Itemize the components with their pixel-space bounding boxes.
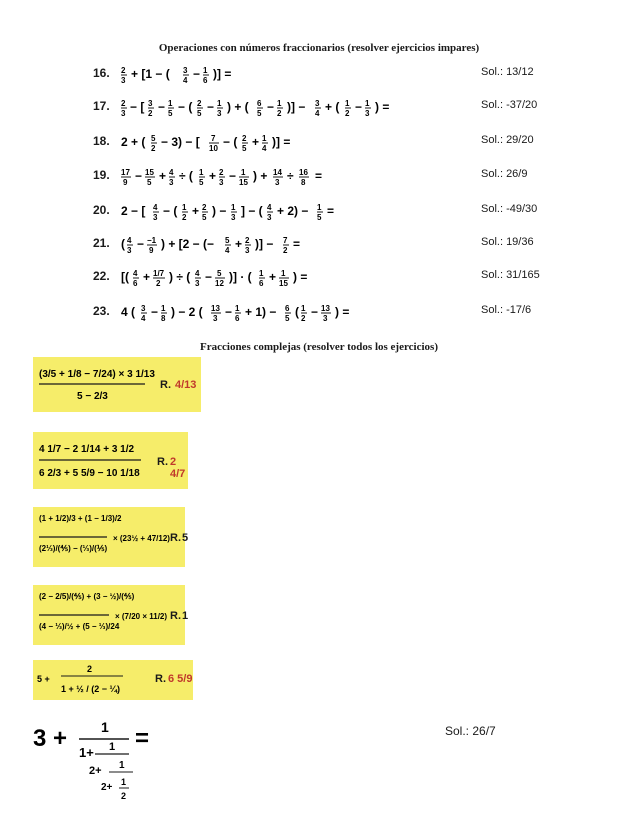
heading-complex-fractions: Fracciones complejas (resolver todos los ejercicios): [200, 341, 438, 353]
svg-text:1: 1: [345, 99, 350, 108]
svg-text:8: 8: [301, 178, 306, 187]
complex-fraction-card-2: [33, 432, 188, 489]
svg-text:3: 3: [231, 213, 236, 222]
answer-value: 2 4/7: [170, 456, 186, 480]
svg-text:1: 1: [109, 741, 116, 753]
heading-operations: Operaciones con números fraccionarios (resolver ejercicios impares): [158, 42, 480, 54]
svg-text:× (7/20 × 11/2): × (7/20 × 11/2): [115, 612, 168, 621]
svg-text:−: −: [267, 100, 275, 114]
svg-text:3: 3: [315, 99, 320, 108]
svg-text:3: 3: [169, 178, 174, 187]
svg-text:÷ (: ÷ (: [179, 169, 193, 183]
svg-text:5 − 2/3: 5 − 2/3: [77, 391, 108, 402]
svg-text:1: 1: [235, 304, 240, 313]
svg-text:(: (: [295, 305, 299, 319]
answer-label: R.: [157, 456, 168, 468]
svg-text:3: 3: [148, 99, 153, 108]
svg-text:−: −: [355, 100, 363, 114]
svg-text:) −: ) −: [212, 204, 227, 218]
svg-text:1 + ½ / (2 − ¼): 1 + ½ / (2 − ¼): [61, 684, 121, 694]
svg-text:6: 6: [133, 279, 138, 288]
exercise-solution: Sol.: -17/6: [481, 304, 532, 316]
svg-text:1: 1: [119, 760, 125, 771]
svg-text:1: 1: [259, 269, 264, 278]
svg-text:)] =: )] =: [213, 67, 232, 81]
svg-text:) + [2 − (−: ) + [2 − (−: [161, 237, 215, 251]
svg-text:−: −: [205, 270, 213, 284]
svg-text:4 1/7 − 2 1/14 + 3 1/2: 4 1/7 − 2 1/14 + 3 1/2: [39, 444, 135, 455]
svg-text:=: =: [293, 237, 301, 251]
complex-fraction-card-1: [33, 357, 201, 412]
svg-text:1: 1: [262, 134, 267, 143]
svg-text:=: =: [135, 725, 150, 752]
svg-text:5: 5: [257, 109, 262, 118]
exercise-23-expression: [121, 301, 461, 323]
svg-text:1/7: 1/7: [153, 269, 165, 278]
svg-text:3: 3: [195, 279, 200, 288]
svg-text:− (: − (: [178, 100, 193, 114]
svg-text:2: 2: [202, 203, 207, 212]
exercise-17: [93, 95, 553, 119]
answer-value: 6 5/9: [168, 673, 193, 685]
exercise-number: 18.: [93, 134, 110, 148]
svg-text:−: −: [207, 100, 215, 114]
exercise-solution: Sol.: 19/36: [481, 236, 534, 248]
exercise-16-expression: [121, 63, 461, 85]
svg-text:−1: −1: [147, 236, 157, 245]
svg-text:1+: 1+: [79, 745, 94, 760]
svg-text:−: −: [158, 100, 166, 114]
exercise-18: [93, 130, 553, 154]
svg-text:2: 2: [121, 99, 126, 108]
svg-text:) − 2 (: ) − 2 (: [171, 305, 203, 319]
answer-label: R.: [155, 673, 166, 685]
exercise-solution: Sol.: 26/9: [481, 168, 528, 180]
svg-text:2: 2: [156, 279, 161, 288]
svg-text:7: 7: [283, 236, 288, 245]
svg-text:4: 4: [127, 236, 132, 245]
svg-text:1: 1: [317, 203, 322, 212]
svg-text:4: 4: [183, 76, 188, 85]
exercise-number: 20.: [93, 203, 110, 217]
svg-text:3: 3: [153, 213, 158, 222]
exercise-16: [93, 62, 553, 86]
svg-text:+: +: [235, 237, 243, 251]
svg-text:× (23½ + 47/12): × (23½ + 47/12): [113, 534, 170, 543]
svg-text:1: 1: [161, 304, 166, 313]
exercise-number: 21.: [93, 236, 110, 250]
svg-text:) +: ) +: [253, 169, 268, 183]
svg-text:3: 3: [267, 213, 272, 222]
svg-text:−: −: [311, 305, 319, 319]
svg-text:3 +: 3 +: [33, 725, 68, 752]
exercise-21-expression: [121, 233, 461, 255]
svg-text:3: 3: [127, 246, 132, 255]
continued-fraction-expression: [33, 712, 363, 817]
svg-text:)] · (: )] · (: [229, 270, 252, 284]
svg-text:5: 5: [242, 144, 247, 153]
complex-fraction-card-4: [33, 585, 189, 645]
svg-text:2+: 2+: [101, 782, 113, 793]
svg-text:6: 6: [257, 99, 262, 108]
complex-fraction-3-expression: [33, 507, 185, 567]
svg-text:6: 6: [203, 76, 208, 85]
svg-text:1: 1: [121, 777, 127, 787]
svg-text:=: =: [315, 169, 323, 183]
svg-text:4: 4: [262, 144, 267, 153]
svg-text:−: −: [229, 169, 237, 183]
svg-text:3: 3: [323, 314, 328, 323]
svg-text:5: 5: [197, 109, 202, 118]
svg-text:1: 1: [281, 269, 286, 278]
svg-text:1: 1: [101, 719, 109, 735]
answer-value: 1: [182, 610, 189, 622]
svg-text:1: 1: [217, 99, 222, 108]
svg-text:2: 2: [277, 109, 282, 118]
svg-text:4: 4: [195, 269, 200, 278]
svg-text:3: 3: [183, 66, 188, 75]
svg-text:2: 2: [301, 314, 306, 323]
svg-text:3: 3: [217, 109, 222, 118]
svg-text:+ 1) −: + 1) −: [245, 305, 277, 319]
svg-text:9: 9: [149, 246, 154, 255]
svg-text:)] −: )] −: [287, 100, 306, 114]
svg-text:15: 15: [145, 168, 154, 177]
svg-text:5: 5: [317, 213, 322, 222]
exercise-20-expression: [121, 200, 461, 222]
svg-text:1: 1: [182, 203, 187, 212]
svg-text:2: 2: [121, 66, 126, 75]
svg-text:2: 2: [245, 236, 250, 245]
svg-text:2: 2: [121, 791, 127, 801]
exercise-22-expression: [121, 266, 461, 288]
exercise-23: [93, 300, 553, 324]
svg-text:3: 3: [141, 304, 146, 313]
svg-text:1: 1: [365, 99, 370, 108]
svg-text:2 − [: 2 − [: [121, 204, 146, 218]
svg-text:6: 6: [285, 304, 290, 313]
svg-text:2: 2: [345, 109, 350, 118]
complex-fraction-card-3: [33, 507, 189, 567]
svg-text:13: 13: [211, 304, 220, 313]
svg-text:−: −: [225, 305, 233, 319]
svg-text:) =: ) =: [375, 100, 390, 114]
svg-text:+: +: [159, 169, 167, 183]
svg-text:1: 1: [168, 99, 173, 108]
svg-text:4: 4: [169, 168, 174, 177]
svg-text:(4 − ⅓)/½ + (5 − ⅓)/24: (4 − ⅓)/½ + (5 − ⅓)/24: [39, 622, 120, 631]
svg-text:2: 2: [242, 134, 247, 143]
svg-text:3: 3: [365, 109, 370, 118]
svg-text:+ 2) −: + 2) −: [277, 204, 309, 218]
exercise-number: 17.: [93, 99, 110, 113]
svg-text:3: 3: [219, 178, 224, 187]
svg-text:3: 3: [275, 178, 280, 187]
svg-text:4: 4: [153, 203, 158, 212]
svg-text:2: 2: [151, 144, 156, 153]
svg-text:12: 12: [215, 279, 224, 288]
svg-text:5: 5: [217, 269, 222, 278]
svg-text:(3/5 + 1/8 − 7/24) × 3 1/13: (3/5 + 1/8 − 7/24) × 3 1/13: [39, 369, 155, 380]
answer-label: R.: [170, 532, 181, 544]
exercise-18-expression: [121, 131, 461, 153]
svg-text:8: 8: [161, 314, 166, 323]
svg-text:+: +: [252, 135, 260, 149]
answer-label: R.: [170, 610, 181, 622]
svg-text:4: 4: [225, 246, 230, 255]
svg-text:15: 15: [239, 178, 248, 187]
exercise-solution: Sol.: 31/165: [481, 269, 540, 281]
exercise-solution: Sol.: -37/20: [481, 99, 538, 111]
svg-text:(1 + 1/2)/3 + (1 − 1/3)/2: (1 + 1/2)/3 + (1 − 1/3)/2: [39, 514, 122, 523]
svg-text:4: 4: [133, 269, 138, 278]
svg-text:+ [1 − (: + [1 − (: [131, 67, 170, 81]
svg-text:1: 1: [199, 168, 204, 177]
answer-value: 5: [182, 532, 189, 544]
exercise-21: [93, 232, 553, 256]
svg-text:1: 1: [203, 66, 208, 75]
exercise-number: 23.: [93, 304, 110, 318]
svg-text:5: 5: [147, 178, 152, 187]
svg-text:÷: ÷: [287, 169, 294, 183]
svg-text:) =: ) =: [293, 270, 308, 284]
svg-text:− [: − [: [130, 100, 145, 114]
svg-text:(: (: [121, 237, 125, 251]
exercise-22: [93, 265, 553, 289]
svg-text:) =: ) =: [335, 305, 350, 319]
svg-text:+ (: + (: [325, 100, 340, 114]
complex-fraction-card-5: [33, 660, 193, 700]
svg-text:5: 5: [151, 134, 156, 143]
exercise-number: 19.: [93, 168, 110, 182]
svg-text:2 + (: 2 + (: [121, 135, 146, 149]
svg-text:15: 15: [279, 279, 288, 288]
svg-text:6: 6: [235, 314, 240, 323]
svg-text:−: −: [135, 169, 143, 183]
svg-text:2: 2: [219, 168, 224, 177]
svg-text:2: 2: [197, 99, 202, 108]
svg-text:5: 5: [202, 213, 207, 222]
continued-fraction-exercise: [33, 712, 593, 817]
svg-text:(2⅓)/(⅘) − (⅓)/(⅕): (2⅓)/(⅘) − (⅓)/(⅕): [39, 544, 108, 553]
answer-value: 4/13: [175, 379, 197, 391]
exercise-solution: Sol.: -49/30: [481, 203, 538, 215]
exercise-19: [93, 164, 553, 188]
svg-text:5: 5: [225, 236, 230, 245]
svg-text:− (: − (: [163, 204, 178, 218]
svg-text:7: 7: [211, 134, 216, 143]
svg-text:4: 4: [267, 203, 272, 212]
svg-text:9: 9: [123, 178, 128, 187]
svg-text:10: 10: [209, 144, 218, 153]
svg-text:2: 2: [283, 246, 288, 255]
svg-text:2+: 2+: [89, 765, 102, 777]
svg-text:(2 − 2/5)/(⅘) + (3 − ½)/(⅘): (2 − 2/5)/(⅘) + (3 − ½)/(⅘): [39, 592, 135, 601]
svg-text:3: 3: [213, 314, 218, 323]
svg-text:4 (: 4 (: [121, 305, 136, 319]
svg-text:4: 4: [315, 109, 320, 118]
svg-text:+: +: [192, 204, 200, 218]
answer-label: R.: [160, 379, 171, 391]
svg-text:2: 2: [148, 109, 153, 118]
svg-text:3: 3: [121, 76, 126, 85]
svg-text:− 3) − [: − 3) − [: [161, 135, 200, 149]
svg-text:5: 5: [168, 109, 173, 118]
svg-text:13: 13: [321, 304, 330, 313]
svg-text:=: =: [327, 204, 335, 218]
svg-text:[(: [(: [121, 270, 129, 284]
exercise-solution: Sol.: 13/12: [481, 66, 534, 78]
exercise-20: [93, 199, 553, 223]
svg-text:16: 16: [299, 168, 308, 177]
svg-text:+: +: [143, 270, 151, 284]
svg-text:] − (: ] − (: [241, 204, 263, 218]
exercise-number: 16.: [93, 66, 110, 80]
svg-text:)] =: )] =: [272, 135, 291, 149]
svg-text:1: 1: [231, 203, 236, 212]
svg-text:1: 1: [277, 99, 282, 108]
svg-text:) ÷ (: ) ÷ (: [169, 270, 191, 284]
svg-text:6 2/3 + 5 5/9 − 10 1/18: 6 2/3 + 5 5/9 − 10 1/18: [39, 468, 140, 479]
continued-fraction-solution: Sol.: 26/7: [445, 724, 496, 738]
exercise-solution: Sol.: 29/20: [481, 134, 534, 146]
svg-text:−: −: [193, 67, 201, 81]
svg-text:1: 1: [301, 304, 306, 313]
svg-text:5 +: 5 +: [37, 674, 50, 684]
svg-text:+: +: [209, 169, 217, 183]
svg-text:)] −: )] −: [255, 237, 274, 251]
svg-text:2: 2: [87, 664, 93, 674]
svg-text:4: 4: [141, 314, 146, 323]
svg-text:5: 5: [199, 178, 204, 187]
svg-text:6: 6: [259, 279, 264, 288]
svg-text:17: 17: [121, 168, 130, 177]
complex-fraction-4-expression: [33, 585, 185, 645]
svg-text:−: −: [151, 305, 159, 319]
exercise-17-expression: [121, 96, 461, 118]
exercise-number: 22.: [93, 269, 110, 283]
svg-text:− (: − (: [223, 135, 238, 149]
svg-text:1: 1: [241, 168, 246, 177]
svg-text:) + (: ) + (: [227, 100, 249, 114]
svg-text:2: 2: [182, 213, 187, 222]
svg-text:14: 14: [273, 168, 282, 177]
svg-text:+: +: [269, 270, 277, 284]
exercise-19-expression: [121, 165, 461, 187]
svg-text:3: 3: [121, 109, 126, 118]
svg-text:3: 3: [245, 246, 250, 255]
svg-text:−: −: [137, 237, 145, 251]
svg-text:5: 5: [285, 314, 290, 323]
